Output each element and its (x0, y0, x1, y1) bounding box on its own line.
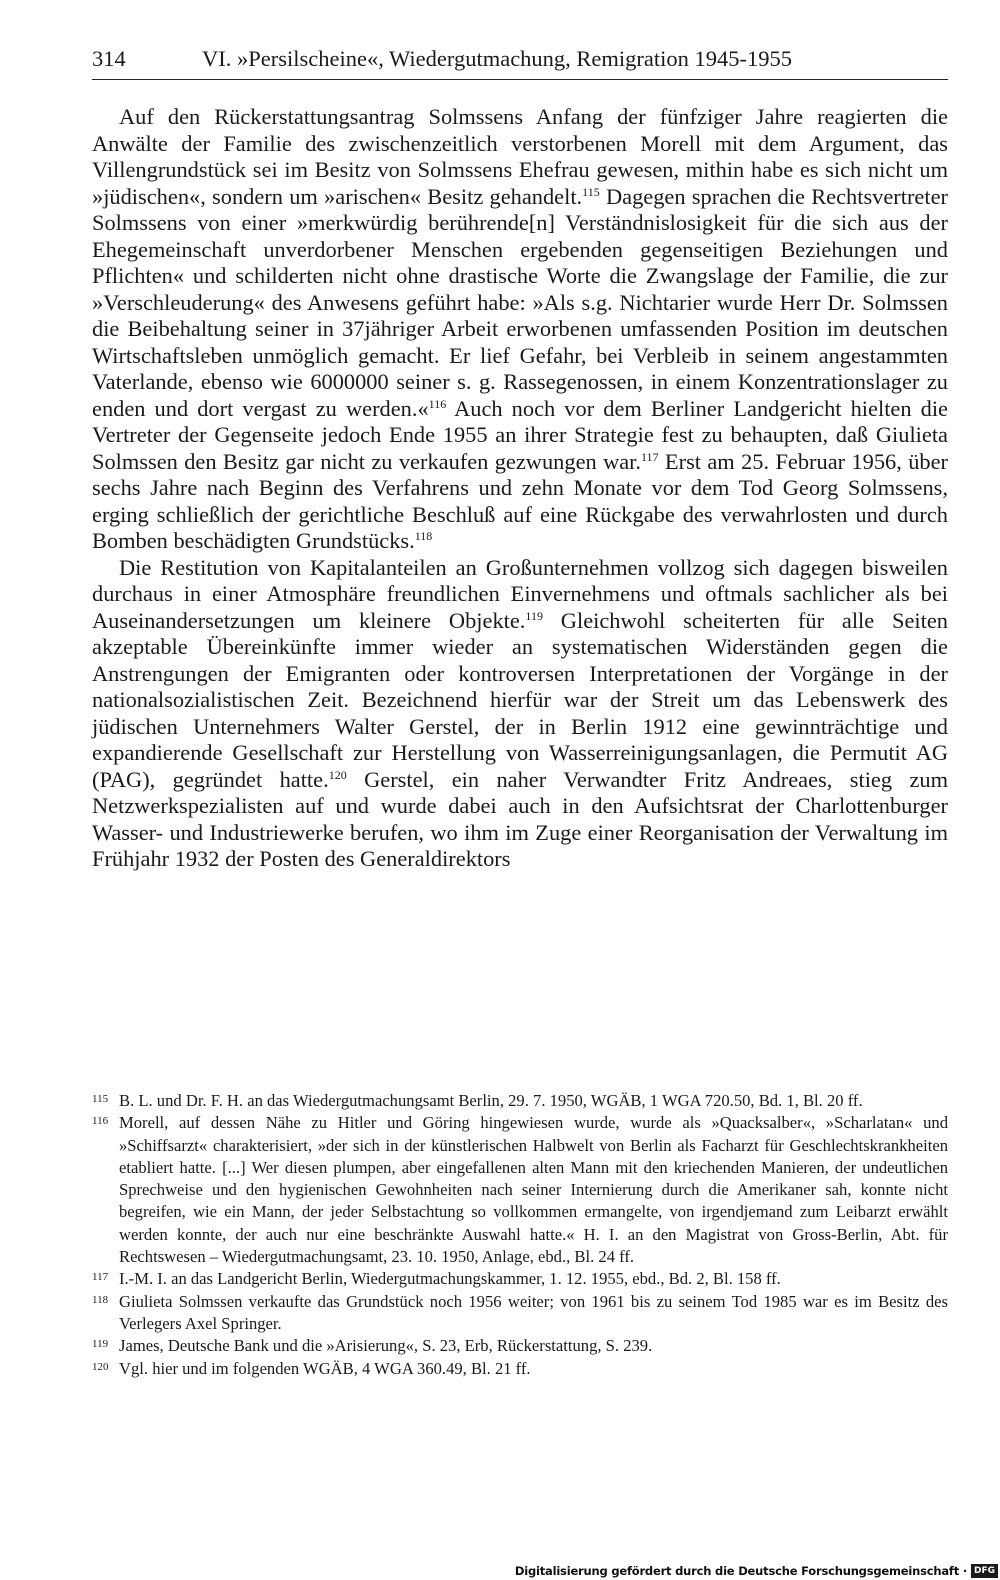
text-run: Auf den Rückerstattungsantrag Solmssens Anfang der fünfziger Jahre reagierten die Anwälte der Familie des zwischenzeitlich verstorbenen Morell mit dem Argument, das Villengrundstück sei im Besitz von Solmssens Ehefrau gewesen, mithin habe es sich nicht um »jüdischen«, sondern um »arischen« Besitz gehandelt. (92, 104, 948, 209)
footnote-number: 118 (92, 1293, 109, 1306)
footnote-number: 115 (92, 1093, 109, 1105)
body-text (92, 104, 948, 873)
footnote-number: 116 (92, 1115, 109, 1128)
paragraph-2 (92, 555, 948, 873)
footnote-number: 120 (92, 1360, 109, 1373)
footnote-118 (92, 1291, 948, 1336)
footnote-ref-117: 117 (641, 449, 659, 464)
dfg-logo: DFG (971, 1564, 998, 1578)
footnote-119 (92, 1335, 948, 1357)
footnote-text: B. L. und Dr. F. H. an das Wiedergutmachungsamt Berlin, 29. 7. 1950, WGÄB, 1 WGA 720.50, Bd. 1, Bl. 20 ff. (119, 1091, 863, 1110)
footnote-text: James, Deutsche Bank und die »Arisierung«, S. 23, Erb, Rückerstattung, S. 239. (119, 1336, 653, 1356)
footnote-text: Vgl. hier und im folgenden WGÄB, 4 WGA 360.49, Bl. 21 ff. (119, 1358, 531, 1378)
footnote-ref-120: 120 (328, 767, 347, 782)
footnote-116 (92, 1112, 948, 1268)
header-rule (92, 79, 948, 80)
footnote-ref-116: 116 (428, 396, 447, 411)
footnote-117 (92, 1268, 948, 1290)
footnote-ref-115: 115 (582, 184, 600, 199)
chapter-title: VI. »Persilscheine«, Wiedergutmachung, Remigration 1945-1955 (202, 46, 793, 71)
text-run: Gerstel, ein naher Verwandter Fritz Andreaes, stieg zum Netzwerkspezialisten auf und wurde dabei auch in den Aufsichtsrat der Charlottenburger Wasser- und Industriewerke berufen, wo ihm im Zuge einer Reorganisation der Verwaltung im Frühjahr 1932 der Posten des Generaldirektors (92, 766, 948, 871)
footnote-text: Giulieta Solmssen verkaufte das Grundstück noch 1956 weiter; von 1961 bis zu seinem Tod 1985 war es im Besitz des Verlegers Axel Springer. (119, 1291, 948, 1333)
footnote-text: Morell, auf dessen Nähe zu Hitler und Göring hingewiesen wurde, wurde als »Quacksalber«, »Scharlatan« und »Schiffsarzt« charakterisiert, »der sich in der künstlerischen Halbwelt von Berlin als Facharzt für Geschlechtskrankheiten etabliert hatte. [...] Wer diesen plumpen, aber eingefallenen alten Mann mit den kriechenden Manieren, der undeutlichen Sprechweise und den hygienischen Gewohnheiten nach seiner Internierung durch die Amerikaner sah, konnte nicht begreifen, wie ein Mann, der jeder Selbstachtung so vollkommen ermangelte, von irgendjemand zum Leibarzt erwählt werden konnte, der auch nur eine beschränkte Auswahl hatte.« H. I. an den Magistrat von Gross-Berlin, Abt. für Rechtswesen – Wiedergutmachungsamt, 23. 10. 1950, Anlage, ebd., Bl. 24 ff. (119, 1113, 948, 1267)
text-run: Gleichwohl scheiterten für alle Seiten akzeptable Übereinkünfte immer wieder an systematischen Widerständen gegen die Anstrengungen der Emigranten oder kontroversen Interpretationen der Vorgänge in der nationalsozialistischen Zeit. Bezeichnend hierfür war der Streit um das Lebenswerk des jüdischen Unternehmers Walter Gerstel, der in Berlin 1912 eine gewinnträchtige und expandierende Gesellschaft zur Herstellung von Wasserreinigungsanlagen, die Permutit AG (PAG), gegründet hatte. (92, 607, 948, 792)
footnote-115 (92, 1090, 948, 1112)
text-run: Dagegen sprachen die Rechtsvertreter Solmssens von einer »merkwürdig berührende[n] Verständnislosigkeit für die sich aus der Ehegemeinschaft unverdorbener Menschen ergebenden gegenseitigen Beziehungen und Pflichten« und schilderten nicht ohne drastische Worte die Zwangslage der Familie, die zur »Verschleuderung« des Anwesens geführt habe: »Als s.g. Nichtarier wurde Herr Dr. Solmssen die Beibehaltung seiner in 37jähriger Arbeit erworbenen umfassenden Position im deutschen Wirtschaftsleben unmöglich gemacht. Er lief Gefahr, bei Verbleib in seinem angestammten Vaterlande, ebenso wie 6000000 seiner s. g. Rassegenossen, in einem Konzentrationslager zu enden und dort vergast zu werden.« (92, 183, 948, 421)
page-number: 314 (92, 46, 126, 71)
running-header (92, 44, 950, 74)
text-run: Erst am 25. Februar 1956, über sechs Jahre nach Beginn des Verfahrens und zehn Monate vor dem Tod Georg Solmssens, erging schließlich der gerichtliche Beschluß auf eine Rückgabe des verwahrlosten und durch Bomben beschädigten Grundstücks. (92, 448, 948, 553)
text-run: Auch noch vor dem Berliner Landgericht hielten die Vertreter der Gegenseite jedoch Ende 1955 an ihrer Strategie fest zu behaupten, daß Giulieta Solmssen den Besitz gar nicht zu verkaufen gezwungen war. (92, 395, 948, 474)
footer-credit: Digitalisierung gefördert durch die Deutsche Forschungsgemeinschaft · (514, 1564, 967, 1578)
footnote-text: I.-M. I. an das Landgericht Berlin, Wiedergutmachungskammer, 1. 12. 1955, ebd., Bd. 2, Bl. 158 ff. (119, 1269, 781, 1289)
footnote-number: 117 (92, 1271, 109, 1284)
footnotes (92, 1090, 948, 1380)
text-run: Die Restitution von Kapitalanteilen an Großunternehmen vollzog sich dagegen bisweilen durchaus in einer Atmosphäre freundlichen Einvernehmens und oftmals sachlicher als bei Auseinandersetzungen um kleinere Objekte. (92, 554, 948, 633)
footnote-ref-119: 119 (525, 608, 543, 623)
footnote-ref-118: 118 (414, 529, 433, 543)
footnote-120 (92, 1358, 948, 1380)
footnote-number: 119 (92, 1338, 109, 1351)
digitization-footer (515, 1562, 1000, 1580)
paragraph-1 (92, 104, 948, 555)
